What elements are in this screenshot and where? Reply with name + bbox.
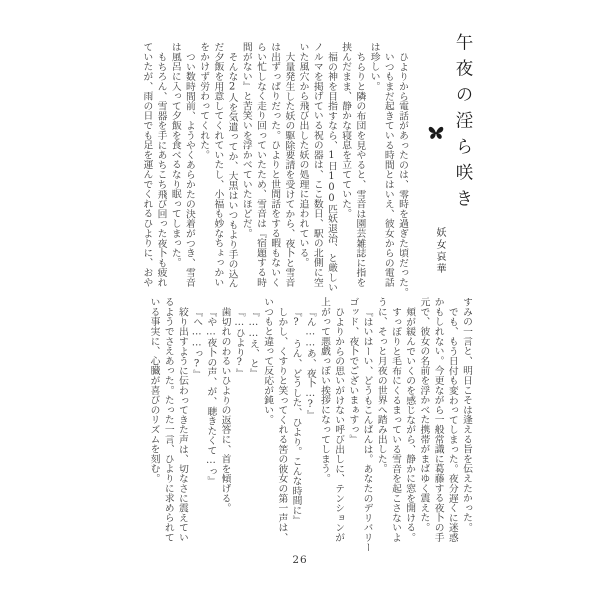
text-line: 『へ……っ?』 [191, 306, 203, 379]
text-line: ちらりと隣の布団を見やると、雪音は園芸雑誌に指を [354, 51, 366, 287]
text-line: 元で、彼女の名前を浮かべた携帯がまばゆく震えた。 [418, 297, 430, 533]
text-line: 歯切れのわるいひよりの返答に、首を傾げる。 [219, 306, 231, 513]
author-name: 妖女哀華 [434, 227, 445, 275]
text-line: ていたが、雨の日でも足を運んでくれるひよりに、おや [141, 42, 153, 287]
text-line: すみの一言と、明日こそは逢える旨を伝えたかった。 [461, 297, 472, 533]
text-line: 『ん……あ、夜卜…?』 [304, 306, 316, 420]
text-block-bottom [146, 297, 473, 552]
text-line: 間がない』と苦笑いを浮かべていたほどだ。 [240, 42, 252, 238]
page-number: 26 [292, 554, 308, 566]
text-line: いつもと違って反応が鈍い。 [262, 297, 274, 425]
text-line: 絞り出すように伝わってきた声は、切なさに震えてい [176, 306, 188, 542]
text-line: いる事実に、心臓が喜びのリズムを刻む。 [148, 297, 160, 484]
text-line: 上がって悪戯っぽい挨拶になってしまう。 [318, 297, 330, 484]
text-line: 頬が緩んでいくのを感じながら、静かに窓を開ける。 [404, 306, 416, 542]
text-line: そんな2人を気遣ってか、大黒はいつもより手の込ん [226, 51, 238, 289]
text-line: 福の神を目指すなら、1日100匹妖退治、と厳しい [325, 51, 337, 292]
text-line: らい忙しなく走り回っていたため、雪音は『宿題する時 [254, 42, 266, 287]
text-line: ゴッド、夜卜でございまぁすっ』 [347, 297, 359, 444]
book-title: 午夜の淫ら咲き [453, 33, 473, 215]
text-block-top [139, 42, 409, 297]
text-line: うに、そっと月夜の世界へ踏み出した。 [375, 297, 387, 474]
text-line: ひよりから電話があったのは、零時を過ぎた頃だった。 [397, 51, 408, 297]
text-line: をかけず労わってくれた。 [198, 42, 210, 160]
text-line: るようでさえあった。たった一言、ひよりに求められて [162, 297, 174, 542]
text-line: 挟んだまま、静かな寝息を立てていた。 [340, 42, 352, 219]
text-line: でも、もう日付も変わってしまった。夜分遅くに迷惑 [446, 306, 458, 542]
text-line: 大量発生した妖の駆除要請を受けてから、夜卜と雪音 [283, 51, 295, 287]
text-line: は風呂に入って夕飯を食べるなり眠ってしまった。 [169, 42, 181, 268]
text-line: いつもまだ起きている時間とはいえ、彼女からの電話 [382, 51, 394, 287]
text-line: しかし、くすりと笑ってくれる筈の彼女の第一声は、 [276, 306, 288, 542]
text-line: は珍しい。 [368, 42, 380, 91]
text-line: ノルマを掲げている祝の器は、ここ数日、駅の北側に空 [311, 42, 323, 287]
text-line: ひよりからの思いがけない呼び出しに、テンションが [333, 306, 345, 542]
text-line: すっぽりと毛布にくるまっている雪音を起こさないよ [389, 306, 401, 542]
text-line: 『や…夜卜の声、が、聴きたくて…っ』 [205, 306, 217, 486]
text-line: かもしれない。今更ながら一般常識に葛藤する夜卜の手 [432, 297, 444, 542]
butterfly-icon [428, 125, 444, 139]
text-line: もちろん、雪器を手にあちこち飛び回った夜卜も疲れ [155, 51, 167, 287]
text-line: は出ずっぱりだった。ひよりと世間話をする暇もないく [269, 42, 281, 287]
text-line: つい数時間前、ようやくあらかたの決着がつき、雪音 [183, 51, 195, 287]
text-line: 『……え、と』 [247, 306, 259, 378]
text-line: だ夕飯を用意してくれていたし、小福も妙なちょっかい [212, 42, 224, 287]
text-line: いた風穴から飛び出した妖の処理に追われている。 [297, 42, 309, 268]
text-line: 『はいはーい、どうもこんばんは。あなたのデリバリー [361, 306, 373, 552]
text-line: 『? うん、どうした、ひより。こんな時間に』 [290, 306, 302, 525]
text-line: 『…ひより?』 [233, 306, 245, 378]
